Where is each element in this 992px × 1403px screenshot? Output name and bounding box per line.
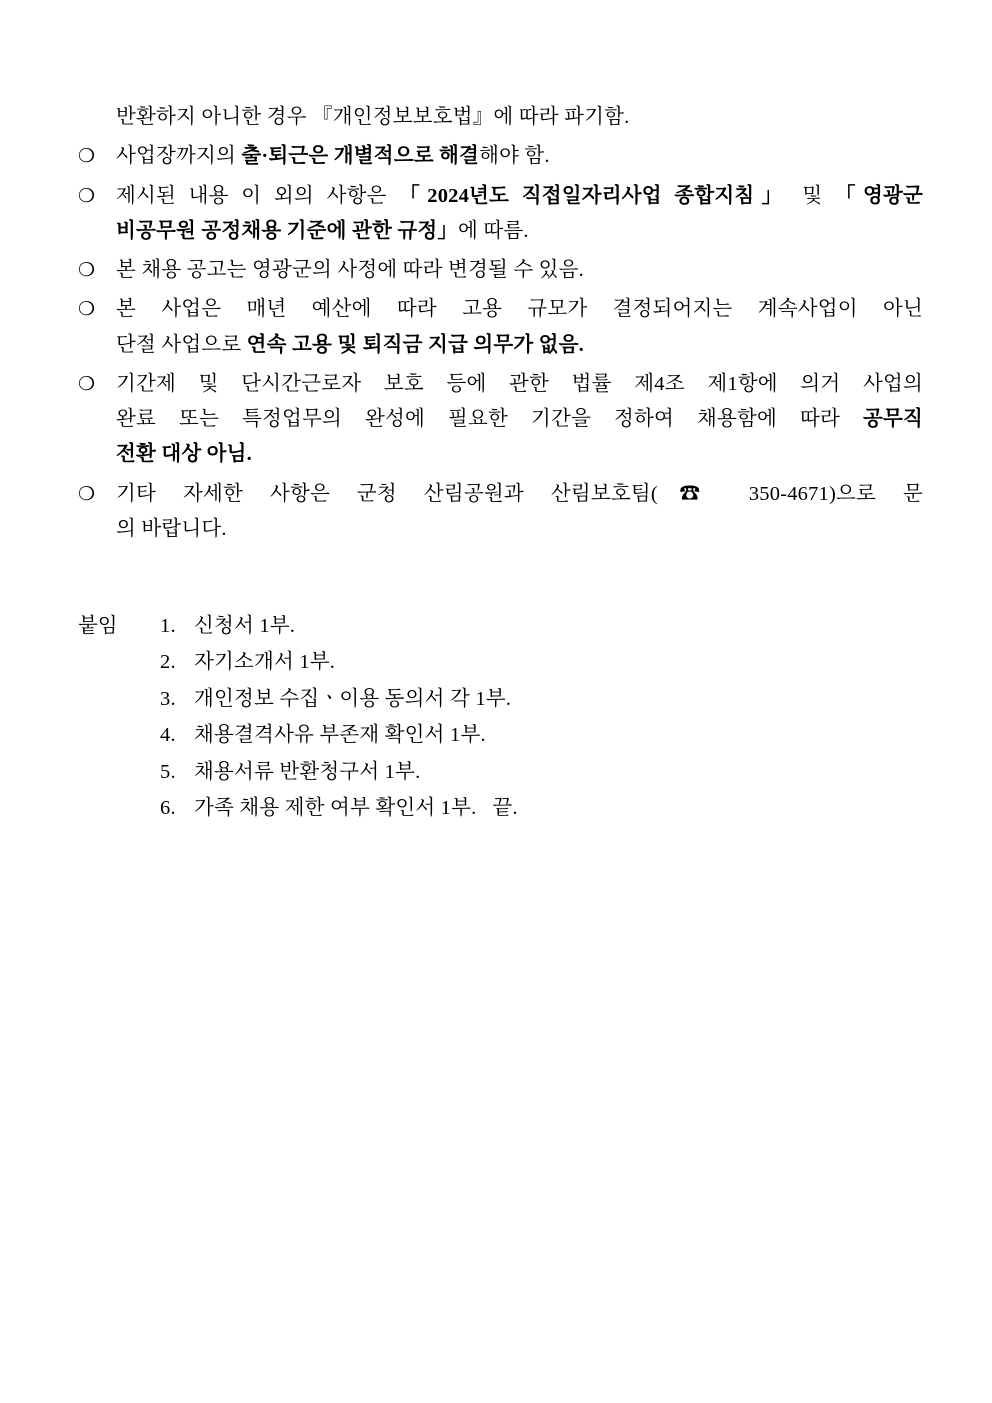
attachment-item xyxy=(160,717,923,753)
bullet-text xyxy=(116,253,923,288)
bullet-marker-icon: ❍ xyxy=(78,298,96,321)
bullet-list xyxy=(78,139,923,547)
attachment-text: 신청서 1부. xyxy=(194,615,296,637)
plain-text: 제시된 내용 이 외의 사항은 xyxy=(116,184,400,207)
bullet-marker-icon: ❍ xyxy=(78,372,96,395)
emphasis-text: 전환 대상 아님. xyxy=(116,443,252,466)
bullet-text xyxy=(116,139,923,174)
attachment-item xyxy=(160,681,923,717)
plain-text: 본 채용 공고는 영광군의 사정에 따라 변경될 수 있음. xyxy=(116,259,584,281)
attachment-text: 가족 채용 제한 여부 확인서 1부. 끝. xyxy=(194,797,518,820)
emphasis-text: 「2024년도 직접일자리사업 종합지침」 xyxy=(399,184,790,207)
plain-text: 해야 함. xyxy=(479,145,550,168)
attachment-text: 채용서류 반환청구서 1부. xyxy=(194,760,421,783)
bullet-line xyxy=(116,253,923,288)
plain-text: 에 따름. xyxy=(458,219,529,242)
attachment-item xyxy=(160,644,923,680)
bullet-item xyxy=(78,292,923,363)
bullet-marker-icon: ❍ xyxy=(78,145,96,168)
bullet-line xyxy=(116,477,923,512)
bullet-marker-icon: ❍ xyxy=(78,482,96,505)
bullet-text xyxy=(116,179,923,250)
attachment-text: 개인정보 수집ㆍ이용 동의서 각 1부. xyxy=(194,687,512,710)
emphasis-text: 연속 고용 및 퇴직금 지급 의무가 없음. xyxy=(246,333,584,356)
bullet-line xyxy=(116,512,923,547)
bullet-line xyxy=(116,214,923,249)
attachment-list xyxy=(160,608,923,827)
bullet-item xyxy=(78,367,923,473)
attachment-text: 자기소개서 1부. xyxy=(194,651,336,674)
emphasis-text: 공무직 xyxy=(862,408,923,430)
bullet-item xyxy=(78,253,923,288)
attachment-label: 붙임 xyxy=(78,615,118,637)
plain-text: 사업장까지의 xyxy=(116,145,242,168)
bullet-item xyxy=(78,477,923,548)
bullet-item xyxy=(78,179,923,250)
emphasis-text: 출·퇴근은 개별적으로 해결 xyxy=(241,145,480,168)
attachment-item xyxy=(160,790,923,826)
bullet-text xyxy=(116,292,923,363)
bullet-line xyxy=(116,139,923,174)
plain-text: 및 xyxy=(789,184,835,207)
attachment-section xyxy=(78,608,923,827)
bullet-line xyxy=(116,328,923,363)
bullet-line xyxy=(116,402,923,437)
attachment-item xyxy=(160,608,923,644)
bullet-line xyxy=(116,437,923,472)
attachment-number: 6. xyxy=(160,797,176,820)
attachment-number: 5. xyxy=(160,760,176,783)
bullet-text xyxy=(116,367,923,473)
bullet-item xyxy=(78,139,923,174)
plain-text: 단절 사업으로 xyxy=(116,333,247,356)
attachment-item xyxy=(160,754,923,790)
emphasis-text: 「영광군 xyxy=(834,184,923,207)
plain-text: 본 사업은 매년 예산에 따라 고용 규모가 결정되어지는 계속사업이 아닌 xyxy=(116,298,923,321)
bullet-marker-icon: ❍ xyxy=(78,259,96,281)
plain-text: 기타 자세한 사항은 군청 산림공원과 산림보호팀(☎ 350-4671)으로 문 xyxy=(116,482,923,505)
plain-text: 완료 또는 특정업무의 완성에 필요한 기간을 정하여 채용함에 따라 xyxy=(116,408,863,430)
bullet-line xyxy=(116,292,923,327)
bullet-marker-icon: ❍ xyxy=(78,184,96,207)
attachment-text: 채용결격사유 부존재 확인서 1부. xyxy=(194,724,486,747)
emphasis-text: 비공무원 공정채용 기준에 관한 규정」 xyxy=(116,219,459,242)
bullet-line xyxy=(116,179,923,214)
bullet-text xyxy=(116,477,923,548)
attachment-number: 2. xyxy=(160,651,176,674)
plain-text: 의 바랍니다. xyxy=(116,517,227,540)
attachment-number: 3. xyxy=(160,687,176,710)
attachment-number: 4. xyxy=(160,724,176,747)
notice-bullet-section xyxy=(78,100,923,547)
continuation-line: 반환하지 아니한 경우 『개인정보보호법』에 따라 파기함. xyxy=(116,106,630,128)
attachment-number: 1. xyxy=(160,615,176,637)
bullet-line xyxy=(116,367,923,402)
plain-text: 기간제 및 단시간근로자 보호 등에 관한 법률 제4조 제1항에 의거 사업의 xyxy=(116,372,923,395)
